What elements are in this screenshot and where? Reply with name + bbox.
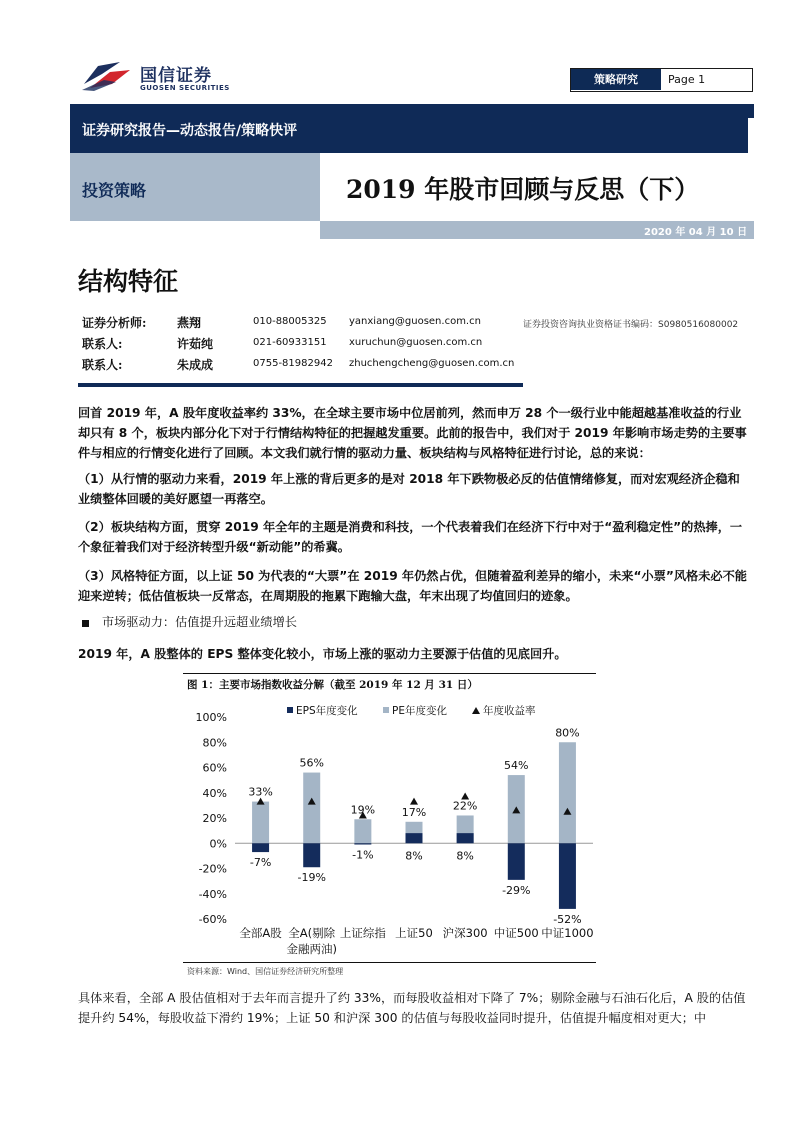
- eps-data-label: 8%: [405, 849, 423, 863]
- legend-eps-swatch: [287, 707, 293, 713]
- pe-data-label: 22%: [452, 799, 478, 813]
- y-tick-label: 80%: [202, 736, 227, 750]
- pe-bar: [252, 802, 269, 844]
- legend-eps-label: EPS年度变化: [296, 705, 358, 717]
- analyst-phone: 010-88005325: [253, 316, 327, 327]
- eps-data-label: -52%: [553, 912, 582, 926]
- return-marker: [257, 798, 265, 805]
- x-tick-label: 全部A股: [239, 926, 282, 940]
- y-tick-label: 20%: [202, 812, 227, 825]
- eps-data-label: -7%: [249, 856, 272, 870]
- eps-bar: [303, 843, 320, 867]
- eps-bar: [508, 843, 525, 880]
- eps-data-label: -29%: [502, 883, 531, 897]
- figure-source: 资料来源：Wind、国信证券经济研究所整理: [187, 967, 344, 976]
- contact-name: 许茹纯: [177, 337, 214, 351]
- eps-data-label: -1%: [352, 848, 374, 862]
- contact-phone: 0755-81982942: [253, 358, 333, 369]
- report-type-tag: 策略研究: [571, 69, 661, 90]
- eps-bar: [252, 843, 269, 852]
- returns-decomposition-chart: [183, 696, 596, 960]
- page-number: Page 1: [668, 73, 706, 86]
- y-tick-label: -40%: [198, 887, 227, 901]
- pe-data-label: 56%: [299, 756, 324, 770]
- intro-paragraph: 回首 2019 年，A 股年度收益率约 33%，在全球主要市场中位居前列，然而申万 28 个一级行业中能超越基准收益的行业却只有 8 个，板块内部分化下对于行情结构特征的把握越发重要。此前的报告中，我们对于 2019 年影响市场走势的主要事件与相应的行情变化进行了回顾。本文我们就行情的驱动力量、板块结构与风格特征进行讨论，总的来说：: [78, 406, 747, 460]
- y-tick-label: -20%: [198, 862, 227, 876]
- figure-bottom-rule: [183, 962, 596, 963]
- logo-subtext: GUOSEN SECURITIES: [140, 84, 230, 92]
- report-date: 2020 年 04 月 10 日: [644, 227, 748, 238]
- y-tick-label: 40%: [202, 786, 227, 800]
- summary-point-1: （1）从行情的驱动力来看，2019 年上涨的背后更多的是对 2018 年下跌物极必反的估值情绪修复，而对宏观经济企稳和业绩整体回暖的美好愿望一再落空。: [78, 472, 740, 506]
- bullet-square-icon: [82, 620, 89, 627]
- x-tick-label: 上证综指: [339, 926, 386, 940]
- pe-data-label: 33%: [248, 785, 273, 799]
- eps-bar: [457, 833, 474, 843]
- y-tick-label: 0%: [209, 837, 227, 851]
- x-tick-label: 沪深300: [442, 926, 488, 940]
- pe-data-label: 80%: [555, 726, 580, 740]
- x-tick-label: 金融两油): [286, 942, 337, 956]
- contact-name: 朱成成: [177, 358, 214, 372]
- pe-data-label: 17%: [401, 805, 427, 819]
- pe-bar: [303, 773, 320, 844]
- contact-role: 联系人:: [82, 358, 123, 372]
- legend-return-label: 年度收益率: [483, 705, 536, 717]
- eps-bar: [559, 843, 576, 909]
- summary-point-2: （2）板块结构方面，贯穿 2019 年全年的主题是消费和科技，一个代表着我们在经济下行中对于“盈利稳定性”的热捧，一个象征着我们对于经济转型升级“新动能”的希冀。: [78, 520, 743, 554]
- figure-top-rule: [183, 673, 596, 674]
- eps-bar: [354, 843, 371, 844]
- lead-sentence: 2019 年，A 股整体的 EPS 整体变化较小，市场上涨的驱动力主要源于估值的见底回升。: [78, 647, 567, 661]
- y-tick-label: 100%: [195, 711, 227, 724]
- summary-point-3: （3）风格特征方面，以上证 50 为代表的“大票”在 2019 年仍然占优，但随着盈利差异的缩小，未来“小票”风格未必不能迎来逆转；低估值板块一反常态，在周期股的拖累下跑输大盘，年末出现了均值回归的迹象。: [78, 569, 747, 603]
- pe-bar: [559, 742, 576, 843]
- analyst-name: 燕翔: [177, 316, 202, 330]
- x-tick-label: 中证1000: [541, 926, 594, 940]
- eps-data-label: -19%: [297, 871, 326, 885]
- y-tick-label: 60%: [202, 761, 227, 775]
- report-title: 2019 年股市回顾与反思（下）: [346, 175, 700, 204]
- x-tick-label: 中证500: [493, 926, 539, 940]
- section-label: 投资策略: [82, 181, 147, 200]
- contact-email[interactable]: xuruchun@guosen.com.cn: [349, 337, 483, 348]
- legend-pe-label: PE年度变化: [392, 705, 447, 717]
- pe-data-label: 54%: [504, 759, 529, 773]
- eps-data-label: 8%: [456, 849, 474, 863]
- analyst-cert: 证券投资咨询执业资格证书编码：S0980516080002: [523, 320, 739, 330]
- divider-rule: [78, 383, 523, 387]
- figure-title: 图 1：主要市场指数收益分解（截至 2019 年 12 月 31 日）: [187, 679, 478, 691]
- guosen-logo-icon: [80, 58, 132, 92]
- report-category: 证券研究报告—动态报告/策略快评: [82, 123, 298, 139]
- band-accent: [748, 118, 754, 153]
- contact-phone: 021-60933151: [253, 337, 327, 348]
- analyst-email[interactable]: yanxiang@guosen.com.cn: [349, 316, 481, 327]
- pe-data-label: 19%: [350, 803, 376, 817]
- return-marker: [410, 798, 418, 805]
- subsection-title: 市场驱动力：估值提升远超业绩增长: [102, 615, 297, 629]
- page-heading: 结构特征: [78, 267, 179, 296]
- contact-role: 联系人:: [82, 337, 123, 351]
- logo-text: 国信证券: [140, 66, 212, 86]
- x-tick-label: 全A(剔除: [288, 926, 336, 940]
- body-paragraph: 具体来看，全部 A 股估值相对于去年而言提升了约 33%，而每股收益相对下降了 7%；剔除金融与石油石化后，A 股的估值提升约 54%，每股收益下滑约 19%；上证 50 和沪深 300 的估值与每股收益同时提升，估值提升幅度相对更大；中: [78, 991, 746, 1025]
- legend-return-marker: [472, 707, 480, 714]
- pe-bar: [354, 819, 371, 843]
- contact-email[interactable]: zhuchengcheng@guosen.com.cn: [349, 358, 515, 369]
- legend-pe-swatch: [383, 707, 389, 713]
- eps-bar: [406, 833, 423, 843]
- analyst-role: 证券分析师:: [82, 316, 147, 330]
- y-tick-label: -60%: [198, 913, 227, 926]
- x-tick-label: 上证50: [395, 926, 433, 940]
